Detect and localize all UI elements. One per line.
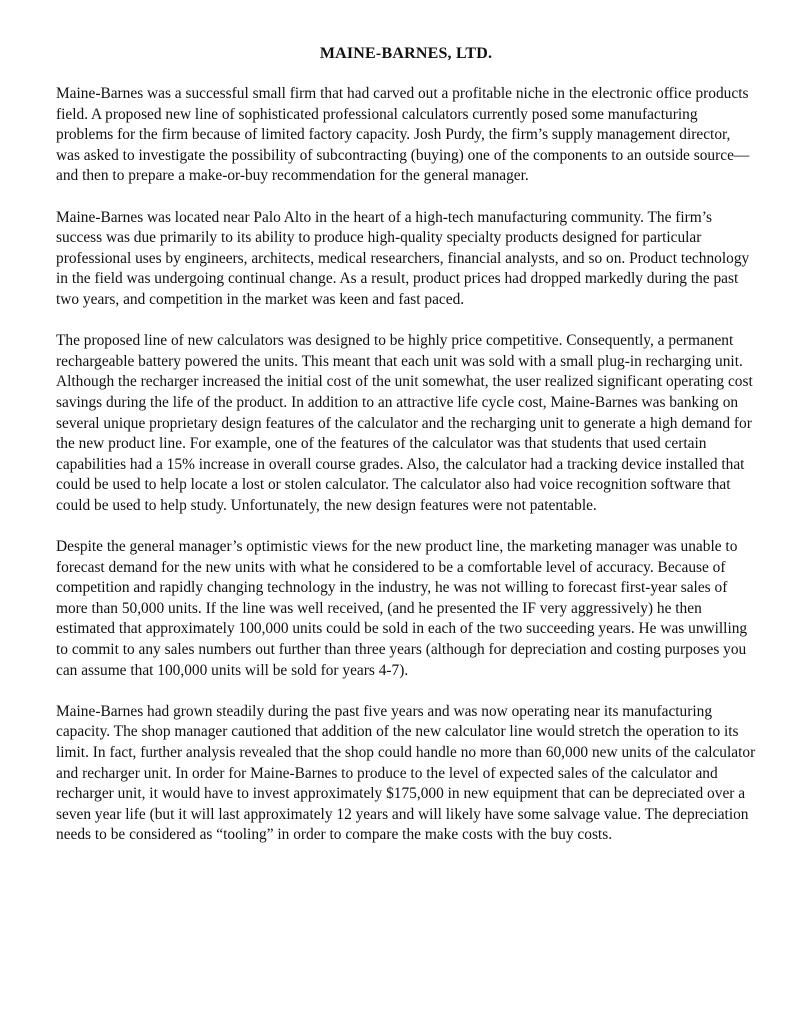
paragraph-demand-forecast: Despite the general manager’s optimistic views for the new product line, the marketing manager was unable to forecast demand for the new units with what he considered to be a comfortable level of accuracy. Because of competition and rapidly changing technology in the industry, he was not willing to forecast first-year sales of more than 50,000 units. If the line was well received, (and he presented the IF very aggressively) he then estimated that approximately 100,000 units could be sold in each of the two succeeding years. He was unwilling to commit to any sales numbers out further than three years (although for depreciation and costing purposes you can assume that 100,000 units will be sold for years 4-7). (56, 538, 748, 679)
document-title: MAINE-BARNES, LTD. (319, 45, 493, 62)
paragraph-company-background: Maine-Barnes was located near Palo Alto in the heart of a high-tech manufacturing community. The firm’s success was due primarily to its ability to produce high-quality specialty products designed for particular professional uses by engineers, architects, medical researchers, financial analysts, and so on. Product technology in the field was undergoing continual change. As a result, product prices had dropped markedly during the past two years, and competition in the market was keen and fast paced. (56, 208, 750, 308)
paragraph-capacity: Maine-Barnes had grown steadily during the past five years and was now operating near its manufacturing capacity. The shop manager cautioned that addition of the new calculator line would stretch the operation to its limit. In fact, further analysis revealed that the shop could handle no more than 60,000 new units of the calculator and recharger unit. In order for Maine-Barnes to produce to the level of expected sales of the calculator and recharger unit, it would have to invest approximately $175,000 in new equipment that can be depreciated over a seven year life (but it will last approximately 12 years and will likely have some salvage value. The depreciation needs to be considered as “tooling” in order to compare the make costs with the buy costs. (56, 702, 756, 844)
document-page (56, 44, 756, 846)
paragraph-intro: Maine-Barnes was a successful small firm that had carved out a profitable niche in the electronic office products field. A proposed new line of sophisticated professional calculators currently posed some manufacturing problems for the firm because of limited factory capacity. Josh Purdy, the firm’s supply management director, was asked to investigate the possibility of subcontracting (buying) one of the components to an outside source—and then to prepare a make-or-buy recommendation for the general manager. (56, 85, 750, 185)
paragraph-product-line: The proposed line of new calculators was designed to be highly price competitive. Consequently, a permanent rechargeable battery powered the units. This meant that each unit was sold with a small plug-in recharging unit. Although the recharger increased the initial cost of the unit somewhat, the user realized significant operating cost savings during the life of the product. In addition to an attractive life cycle cost, Maine-Barnes was banking on several unique proprietary design features of the calculator and the recharging unit to generate a high demand for the new product line. For example, one of the features of the calculator was that students that used certain capabilities had a 15% increase in overall course grades. Also, the calculator had a tracking device installed that could be used to help locate a lost or stolen calculator. The calculator also had voice recognition software that could be used to help study. Unfortunately, the new design features were not patentable. (56, 332, 753, 514)
